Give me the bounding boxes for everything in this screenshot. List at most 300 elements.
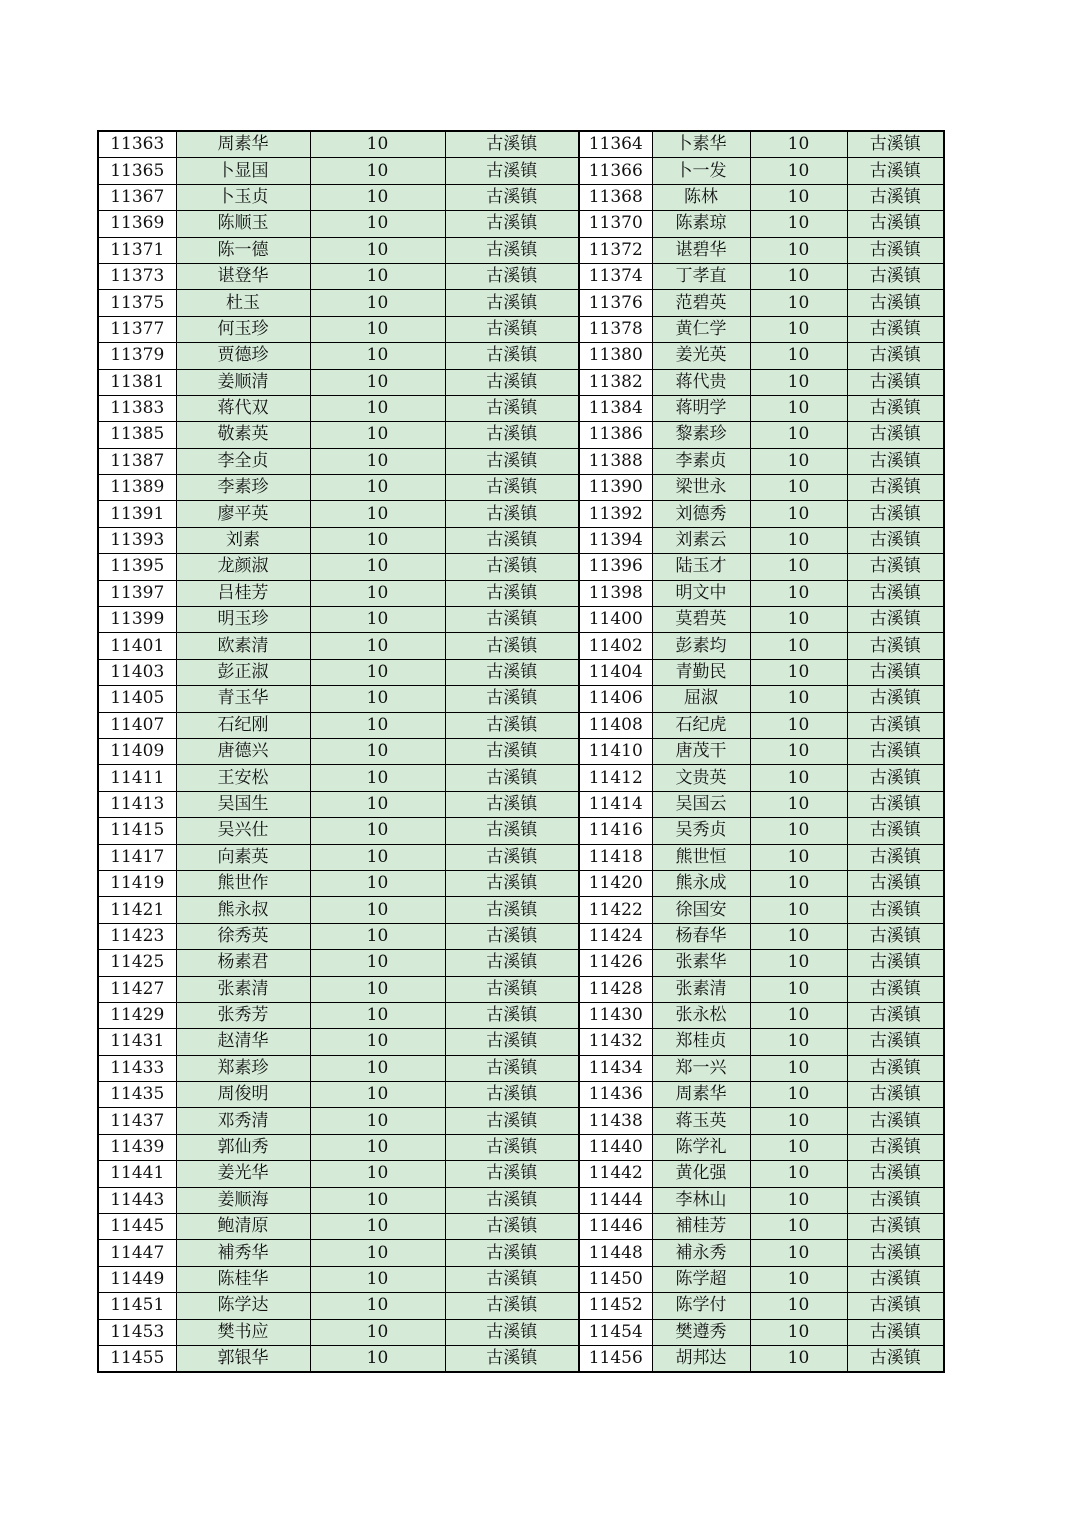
amount-cell: 10 (310, 1082, 445, 1108)
name-cell: 熊世作 (176, 870, 310, 896)
amount-cell: 10 (310, 422, 445, 448)
town-cell: 古溪镇 (847, 1029, 944, 1055)
record-number-cell: 11447 (98, 1240, 176, 1266)
town-cell: 古溪镇 (445, 1345, 579, 1372)
table-row (98, 1029, 944, 1055)
name-cell: 卜显国 (176, 158, 310, 184)
table-row (98, 923, 944, 949)
town-cell: 古溪镇 (445, 1240, 579, 1266)
name-cell: 補秀华 (176, 1240, 310, 1266)
name-cell: 彭素均 (652, 633, 750, 659)
amount-cell: 10 (750, 818, 847, 844)
amount-cell: 10 (750, 475, 847, 501)
name-cell: 徐国安 (652, 897, 750, 923)
town-cell: 古溪镇 (445, 844, 579, 870)
name-cell: 熊世恒 (652, 844, 750, 870)
table-row (98, 1345, 944, 1372)
name-cell: 郭银华 (176, 1345, 310, 1372)
town-cell: 古溪镇 (847, 1345, 944, 1372)
town-cell: 古溪镇 (847, 1055, 944, 1081)
record-number-cell: 11389 (98, 475, 176, 501)
amount-cell: 10 (750, 950, 847, 976)
record-number-cell: 11419 (98, 870, 176, 896)
name-cell: 黎素珍 (652, 422, 750, 448)
amount-cell: 10 (310, 527, 445, 553)
name-cell: 吴国生 (176, 791, 310, 817)
amount-cell: 10 (310, 1319, 445, 1345)
name-cell: 范碧英 (652, 290, 750, 316)
town-cell: 古溪镇 (847, 316, 944, 342)
town-cell: 古溪镇 (847, 818, 944, 844)
town-cell: 古溪镇 (847, 976, 944, 1002)
record-number-cell: 11395 (98, 554, 176, 580)
record-number-cell: 11444 (579, 1187, 652, 1213)
town-cell: 古溪镇 (445, 475, 579, 501)
amount-cell: 10 (750, 791, 847, 817)
town-cell: 古溪镇 (445, 1319, 579, 1345)
record-number-cell: 11416 (579, 818, 652, 844)
table-row (98, 738, 944, 764)
record-number-cell: 11448 (579, 1240, 652, 1266)
name-cell: 李林山 (652, 1187, 750, 1213)
record-number-cell: 11408 (579, 712, 652, 738)
table-row (98, 580, 944, 606)
record-number-cell: 11420 (579, 870, 652, 896)
record-number-cell: 11430 (579, 1002, 652, 1028)
town-cell: 古溪镇 (847, 1293, 944, 1319)
town-cell: 古溪镇 (847, 1082, 944, 1108)
record-number-cell: 11379 (98, 343, 176, 369)
name-cell: 卜玉贞 (176, 184, 310, 210)
record-number-cell: 11414 (579, 791, 652, 817)
name-cell: 蒋代双 (176, 395, 310, 421)
town-cell: 古溪镇 (445, 237, 579, 263)
name-cell: 石纪刚 (176, 712, 310, 738)
amount-cell: 10 (750, 765, 847, 791)
record-number-cell: 11409 (98, 738, 176, 764)
record-number-cell: 11401 (98, 633, 176, 659)
town-cell: 古溪镇 (445, 870, 579, 896)
record-number-cell: 11415 (98, 818, 176, 844)
name-cell: 姜顺清 (176, 369, 310, 395)
town-cell: 古溪镇 (445, 659, 579, 685)
record-number-cell: 11418 (579, 844, 652, 870)
name-cell: 姜光英 (652, 343, 750, 369)
name-cell: 陈学付 (652, 1293, 750, 1319)
town-cell: 古溪镇 (847, 263, 944, 289)
town-cell: 古溪镇 (445, 343, 579, 369)
town-cell: 古溪镇 (445, 1293, 579, 1319)
record-number-cell: 11371 (98, 237, 176, 263)
amount-cell: 10 (310, 950, 445, 976)
record-number-cell: 11376 (579, 290, 652, 316)
amount-cell: 10 (750, 712, 847, 738)
name-cell: 陈学超 (652, 1266, 750, 1292)
record-number-cell: 11404 (579, 659, 652, 685)
table-row (98, 448, 944, 474)
name-cell: 文贵英 (652, 765, 750, 791)
town-cell: 古溪镇 (445, 765, 579, 791)
name-cell: 陆玉才 (652, 554, 750, 580)
table-row (98, 976, 944, 1002)
record-number-cell: 11381 (98, 369, 176, 395)
amount-cell: 10 (750, 1002, 847, 1028)
record-number-cell: 11443 (98, 1187, 176, 1213)
amount-cell: 10 (750, 844, 847, 870)
town-cell: 古溪镇 (847, 211, 944, 237)
record-number-cell: 11399 (98, 607, 176, 633)
record-number-cell: 11425 (98, 950, 176, 976)
town-cell: 古溪镇 (445, 369, 579, 395)
town-cell: 古溪镇 (445, 738, 579, 764)
record-number-cell: 11410 (579, 738, 652, 764)
amount-cell: 10 (310, 475, 445, 501)
amount-cell: 10 (310, 791, 445, 817)
town-cell: 古溪镇 (445, 422, 579, 448)
record-number-cell: 11369 (98, 211, 176, 237)
town-cell: 古溪镇 (847, 131, 944, 158)
table-row (98, 422, 944, 448)
record-number-cell: 11386 (579, 422, 652, 448)
amount-cell: 10 (750, 1134, 847, 1160)
table-row (98, 369, 944, 395)
name-cell: 青玉华 (176, 686, 310, 712)
amount-cell: 10 (750, 131, 847, 158)
record-number-cell: 11397 (98, 580, 176, 606)
name-cell: 陈林 (652, 184, 750, 210)
town-cell: 古溪镇 (847, 659, 944, 685)
name-cell: 吕桂芳 (176, 580, 310, 606)
table-row (98, 1266, 944, 1292)
town-cell: 古溪镇 (847, 369, 944, 395)
amount-cell: 10 (310, 633, 445, 659)
name-cell: 吴国云 (652, 791, 750, 817)
record-number-cell: 11380 (579, 343, 652, 369)
amount-cell: 10 (750, 263, 847, 289)
name-cell: 黄仁学 (652, 316, 750, 342)
town-cell: 古溪镇 (445, 290, 579, 316)
town-cell: 古溪镇 (445, 923, 579, 949)
amount-cell: 10 (750, 633, 847, 659)
record-number-cell: 11403 (98, 659, 176, 685)
amount-cell: 10 (310, 712, 445, 738)
record-number-cell: 11365 (98, 158, 176, 184)
town-cell: 古溪镇 (445, 184, 579, 210)
town-cell: 古溪镇 (847, 580, 944, 606)
name-cell: 欧素清 (176, 633, 310, 659)
table-row (98, 870, 944, 896)
town-cell: 古溪镇 (847, 184, 944, 210)
town-cell: 古溪镇 (847, 897, 944, 923)
name-cell: 张永松 (652, 1002, 750, 1028)
amount-cell: 10 (750, 1108, 847, 1134)
record-number-cell: 11368 (579, 184, 652, 210)
town-cell: 古溪镇 (445, 131, 579, 158)
name-cell: 樊书应 (176, 1319, 310, 1345)
town-cell: 古溪镇 (847, 158, 944, 184)
town-cell: 古溪镇 (445, 818, 579, 844)
record-number-cell: 11440 (579, 1134, 652, 1160)
town-cell: 古溪镇 (445, 950, 579, 976)
amount-cell: 10 (310, 1293, 445, 1319)
town-cell: 古溪镇 (847, 237, 944, 263)
amount-cell: 10 (310, 1187, 445, 1213)
amount-cell: 10 (310, 897, 445, 923)
amount-cell: 10 (310, 290, 445, 316)
name-cell: 石纪虎 (652, 712, 750, 738)
record-number-cell: 11449 (98, 1266, 176, 1292)
amount-cell: 10 (310, 686, 445, 712)
table-row (98, 818, 944, 844)
town-cell: 古溪镇 (847, 343, 944, 369)
town-cell: 古溪镇 (445, 633, 579, 659)
record-number-cell: 11384 (579, 395, 652, 421)
table-row (98, 1055, 944, 1081)
record-number-cell: 11392 (579, 501, 652, 527)
name-cell: 张秀芳 (176, 1002, 310, 1028)
amount-cell: 10 (310, 263, 445, 289)
amount-cell: 10 (750, 870, 847, 896)
record-number-cell: 11411 (98, 765, 176, 791)
name-cell: 蒋玉英 (652, 1108, 750, 1134)
town-cell: 古溪镇 (847, 448, 944, 474)
record-number-cell: 11383 (98, 395, 176, 421)
record-number-cell: 11441 (98, 1161, 176, 1187)
town-cell: 古溪镇 (445, 527, 579, 553)
record-number-cell: 11439 (98, 1134, 176, 1160)
table-row (98, 1187, 944, 1213)
table-row (98, 659, 944, 685)
name-cell: 補桂芳 (652, 1214, 750, 1240)
town-cell: 古溪镇 (847, 844, 944, 870)
name-cell: 龙颜淑 (176, 554, 310, 580)
record-number-cell: 11453 (98, 1319, 176, 1345)
name-cell: 鲍清原 (176, 1214, 310, 1240)
record-number-cell: 11422 (579, 897, 652, 923)
record-number-cell: 11436 (579, 1082, 652, 1108)
amount-cell: 10 (310, 211, 445, 237)
roster-table (97, 130, 945, 1373)
table-row (98, 501, 944, 527)
table-row (98, 395, 944, 421)
name-cell: 明文中 (652, 580, 750, 606)
name-cell: 補永秀 (652, 1240, 750, 1266)
name-cell: 蒋明学 (652, 395, 750, 421)
name-cell: 陈顺玉 (176, 211, 310, 237)
record-number-cell: 11426 (579, 950, 652, 976)
town-cell: 古溪镇 (445, 554, 579, 580)
name-cell: 张素清 (652, 976, 750, 1002)
town-cell: 古溪镇 (847, 501, 944, 527)
table-row (98, 158, 944, 184)
name-cell: 唐茂干 (652, 738, 750, 764)
name-cell: 熊永叔 (176, 897, 310, 923)
amount-cell: 10 (310, 237, 445, 263)
table-row (98, 1240, 944, 1266)
amount-cell: 10 (750, 923, 847, 949)
amount-cell: 10 (750, 659, 847, 685)
name-cell: 张素清 (176, 976, 310, 1002)
record-number-cell: 11435 (98, 1082, 176, 1108)
name-cell: 谌碧华 (652, 237, 750, 263)
amount-cell: 10 (750, 1055, 847, 1081)
name-cell: 唐德兴 (176, 738, 310, 764)
town-cell: 古溪镇 (445, 976, 579, 1002)
record-number-cell: 11406 (579, 686, 652, 712)
town-cell: 古溪镇 (847, 422, 944, 448)
name-cell: 梁世永 (652, 475, 750, 501)
amount-cell: 10 (750, 184, 847, 210)
record-number-cell: 11387 (98, 448, 176, 474)
name-cell: 贾德珍 (176, 343, 310, 369)
amount-cell: 10 (750, 976, 847, 1002)
name-cell: 邓秀清 (176, 1108, 310, 1134)
amount-cell: 10 (310, 1134, 445, 1160)
name-cell: 青勤民 (652, 659, 750, 685)
amount-cell: 10 (310, 395, 445, 421)
amount-cell: 10 (310, 448, 445, 474)
table-row (98, 765, 944, 791)
amount-cell: 10 (750, 686, 847, 712)
amount-cell: 10 (750, 554, 847, 580)
name-cell: 李全贞 (176, 448, 310, 474)
town-cell: 古溪镇 (445, 1002, 579, 1028)
name-cell: 明玉珍 (176, 607, 310, 633)
table-row (98, 1161, 944, 1187)
table-row (98, 263, 944, 289)
name-cell: 吴兴仕 (176, 818, 310, 844)
town-cell: 古溪镇 (445, 1082, 579, 1108)
name-cell: 周素华 (176, 131, 310, 158)
name-cell: 王安松 (176, 765, 310, 791)
amount-cell: 10 (750, 369, 847, 395)
table-row (98, 131, 944, 158)
town-cell: 古溪镇 (445, 1214, 579, 1240)
amount-cell: 10 (750, 1187, 847, 1213)
town-cell: 古溪镇 (847, 712, 944, 738)
amount-cell: 10 (750, 1266, 847, 1292)
name-cell: 徐秀英 (176, 923, 310, 949)
table-row (98, 1293, 944, 1319)
name-cell: 吴秀贞 (652, 818, 750, 844)
record-number-cell: 11413 (98, 791, 176, 817)
amount-cell: 10 (310, 554, 445, 580)
name-cell: 何玉珍 (176, 316, 310, 342)
record-number-cell: 11438 (579, 1108, 652, 1134)
name-cell: 陈一德 (176, 237, 310, 263)
record-number-cell: 11393 (98, 527, 176, 553)
town-cell: 古溪镇 (847, 1108, 944, 1134)
town-cell: 古溪镇 (445, 1266, 579, 1292)
amount-cell: 10 (750, 1082, 847, 1108)
record-number-cell: 11452 (579, 1293, 652, 1319)
name-cell: 敬素英 (176, 422, 310, 448)
name-cell: 姜顺海 (176, 1187, 310, 1213)
name-cell: 赵清华 (176, 1029, 310, 1055)
name-cell: 陈学达 (176, 1293, 310, 1319)
amount-cell: 10 (750, 607, 847, 633)
name-cell: 张素华 (652, 950, 750, 976)
amount-cell: 10 (310, 607, 445, 633)
town-cell: 古溪镇 (445, 1055, 579, 1081)
town-cell: 古溪镇 (847, 1161, 944, 1187)
town-cell: 古溪镇 (847, 527, 944, 553)
table-row (98, 1319, 944, 1345)
name-cell: 胡邦达 (652, 1345, 750, 1372)
amount-cell: 10 (750, 1293, 847, 1319)
record-number-cell: 11432 (579, 1029, 652, 1055)
town-cell: 古溪镇 (847, 1214, 944, 1240)
record-number-cell: 11400 (579, 607, 652, 633)
town-cell: 古溪镇 (847, 607, 944, 633)
amount-cell: 10 (310, 738, 445, 764)
town-cell: 古溪镇 (847, 791, 944, 817)
name-cell: 刘德秀 (652, 501, 750, 527)
name-cell: 陈学礼 (652, 1134, 750, 1160)
name-cell: 陈桂华 (176, 1266, 310, 1292)
town-cell: 古溪镇 (445, 1134, 579, 1160)
town-cell: 古溪镇 (847, 475, 944, 501)
record-number-cell: 11390 (579, 475, 652, 501)
amount-cell: 10 (750, 580, 847, 606)
record-number-cell: 11451 (98, 1293, 176, 1319)
town-cell: 古溪镇 (445, 1108, 579, 1134)
name-cell: 屈淑 (652, 686, 750, 712)
name-cell: 陈素琼 (652, 211, 750, 237)
record-number-cell: 11429 (98, 1002, 176, 1028)
amount-cell: 10 (750, 897, 847, 923)
amount-cell: 10 (310, 501, 445, 527)
town-cell: 古溪镇 (445, 1161, 579, 1187)
amount-cell: 10 (310, 158, 445, 184)
name-cell: 郑素珍 (176, 1055, 310, 1081)
name-cell: 郭仙秀 (176, 1134, 310, 1160)
amount-cell: 10 (750, 1214, 847, 1240)
town-cell: 古溪镇 (445, 897, 579, 923)
name-cell: 杨素君 (176, 950, 310, 976)
record-number-cell: 11394 (579, 527, 652, 553)
town-cell: 古溪镇 (445, 211, 579, 237)
record-number-cell: 11374 (579, 263, 652, 289)
record-number-cell: 11450 (579, 1266, 652, 1292)
town-cell: 古溪镇 (847, 554, 944, 580)
table-row (98, 1214, 944, 1240)
table-row (98, 950, 944, 976)
roster-body (98, 131, 944, 1372)
amount-cell: 10 (750, 1319, 847, 1345)
record-number-cell: 11431 (98, 1029, 176, 1055)
town-cell: 古溪镇 (445, 1187, 579, 1213)
amount-cell: 10 (750, 395, 847, 421)
record-number-cell: 11407 (98, 712, 176, 738)
record-number-cell: 11405 (98, 686, 176, 712)
amount-cell: 10 (310, 844, 445, 870)
record-number-cell: 11373 (98, 263, 176, 289)
name-cell: 熊永成 (652, 870, 750, 896)
name-cell: 向素英 (176, 844, 310, 870)
name-cell: 周素华 (652, 1082, 750, 1108)
amount-cell: 10 (310, 765, 445, 791)
amount-cell: 10 (310, 1161, 445, 1187)
record-number-cell: 11367 (98, 184, 176, 210)
name-cell: 卜素华 (652, 131, 750, 158)
record-number-cell: 11398 (579, 580, 652, 606)
name-cell: 刘素 (176, 527, 310, 553)
town-cell: 古溪镇 (847, 1240, 944, 1266)
record-number-cell: 11421 (98, 897, 176, 923)
town-cell: 古溪镇 (847, 686, 944, 712)
amount-cell: 10 (750, 290, 847, 316)
